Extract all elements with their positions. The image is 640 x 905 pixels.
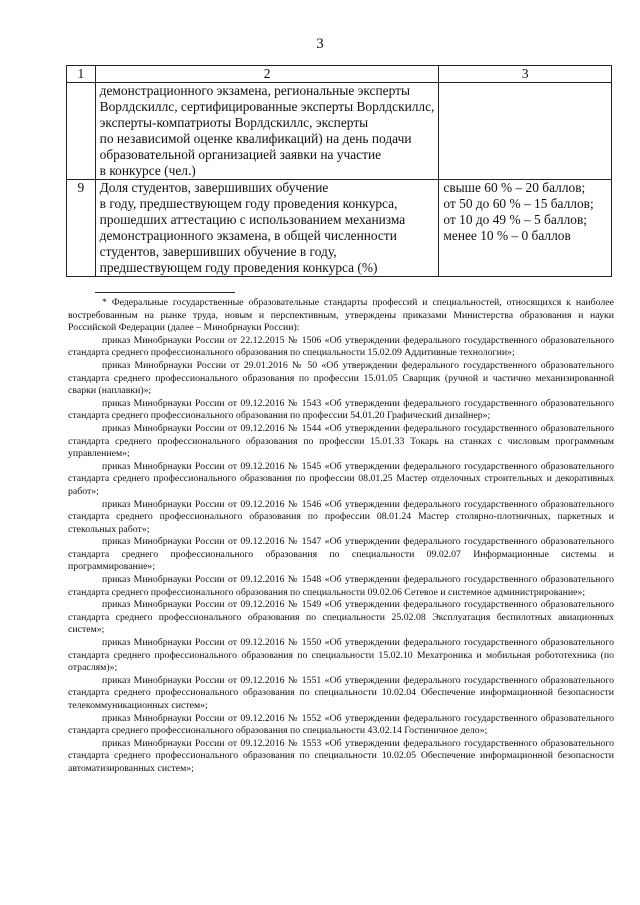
footnote-paragraph [68,536,614,574]
criterion-line: Ворлдскиллс, сертифицированные эксперты Ворлдскиллс, [99,99,435,114]
criteria-table [66,65,612,277]
footnote-paragraph [68,423,614,461]
footnote-text: приказ Минобрнауки России от 09.12.2016 № 1552 «Об утверждении федерального государственного образовательного стандарта среднего профессионального образования по специальности 43.02.14 Гостиничное дело»; [68,712,614,737]
score-cell [439,83,612,180]
criterion-line: образовательной организацией заявки на участие [99,147,382,162]
footnote-text: приказ Минобрнауки России от 22.12.2015 № 1506 «Об утверждении федерального государственного образовательного стандарта среднего профессионального образования по специальности 15.02.09 Аддитивные технологии»; [68,334,614,359]
table-row-9 [67,180,612,277]
header-col-2: 2 [95,66,439,83]
footnote-text: приказ Минобрнауки России от 09.12.2016 № 1548 «Об утверждении федерального государственного образовательного стандарта среднего профессионального образования по специальности 09.02.06 Сетевое и системное администрирование»; [68,574,614,598]
page-number: 3 [316,36,324,52]
row-number-cell: 9 [67,180,96,277]
footnote-text: * Федеральные государственные образовательные стандарты профессий и специальностей, относящихся к наиболее востребованным на рынке труда, новым и перспективным, утверждены приказами Министерства образования и науки Российской Федерации (далее – Минобрнауки России): [68,297,614,334]
footnote-paragraph [68,637,614,675]
criterion-line: демонстрационного экзамена, в общей численности [99,228,397,243]
footnote-text: приказ Минобрнауки России от 09.12.2016 № 1545 «Об утверждении федерального государственного образовательного стандарта среднего профессионального образования по профессии 08.01.25 Мастер отделочных строительных и декоративных работ»; [68,460,614,497]
footnote-paragraph [68,574,614,599]
criterion-line: демонстрационного экзамена, региональные эксперты [99,83,410,98]
criterion-line: эксперты-компатриоты Ворлдскиллс, эксперты [99,115,369,130]
header-col-3: 3 [439,66,612,83]
footnote-paragraph [68,461,614,499]
score-line: менее 10 % – 0 баллов [443,228,571,243]
score-cell [439,180,612,277]
footnote-separator [95,292,235,293]
table-row-continuation [67,83,612,180]
criterion-line: в году, предшествующем году проведения конкурса, [99,196,398,211]
footnote-paragraph [68,675,614,713]
footnote-text: приказ Минобрнауки России от 09.12.2016 № 1544 «Об утверждении федерального государственного образовательного стандарта среднего профессионального образования по профессии 15.01.33 Токарь на станках с числовым программным управлением»; [68,422,614,460]
footnote-text: приказ Минобрнауки России от 09.12.2016 № 1549 «Об утверждении федерального государственного образовательного стандарта среднего профессионального образования по специальности 25.02.08 Эксплуатация беспилотных авиационных систем»; [68,599,614,636]
criterion-line: Доля студентов, завершивших обучение [99,180,329,195]
footnote-text: приказ Минобрнауки России от 09.12.2016 № 1547 «Об утверждении федерального государственного образовательного стандарта среднего профессионального образования по специальности 09.02.07 Информационные системы и программирование»; [68,536,614,573]
footnote-paragraph [68,398,614,423]
row-number-cell [67,83,96,180]
criterion-cell [95,83,439,180]
score-line: от 50 до 60 % – 15 баллов; [443,196,594,211]
criterion-line: прошедших аттестацию с использованием механизма [99,212,406,227]
criterion-cell [95,180,439,277]
score-line: от 10 до 49 % – 5 баллов; [443,212,588,227]
footnote-text: приказ Минобрнауки России от 09.12.2016 № 1553 «Об утверждении федерального государственного образовательного стандарта среднего профессионального образования по специальности 10.02.05 Обеспечение информационной безопасности автоматизированных систем»; [68,737,614,774]
footnote-paragraph [68,713,614,738]
footnote-text: приказ Минобрнауки России от 09.12.2016 № 1546 «Об утверждении федерального государственного образовательного стандарта среднего профессионального образования по профессии 08.01.24 Мастер столярно-плотничных, паркетных и стекольных работ»; [68,498,614,535]
footnotes [68,297,614,776]
criterion-line: студентов, завершивших обучение в году, [99,244,337,259]
criterion-line: в конкурсе (чел.) [99,163,196,178]
footnote-text: приказ Минобрнауки России от 09.12.2016 № 1543 «Об утверждении федерального государственного образовательного стандарта среднего профессионального образования по профессии 54.01.20 Графический дизайнер»; [68,397,614,422]
score-line: свыше 60 % – 20 баллов; [443,180,586,195]
footnote-text: приказ Минобрнауки России от 09.12.2016 № 1550 «Об утверждении федерального государственного образовательного стандарта среднего профессионального образования по специальности 15.02.10 Мехатроника и мобильная робототехника (по отраслям)»; [68,637,614,674]
footnote-paragraph [68,360,614,398]
footnote-text: приказ Минобрнауки России от 29.01.2016 № 50 «Об утверждении федерального государственного образовательного стандарта среднего профессионального образования по профессии 15.01.05 Сварщик (ручной и частично механизированной сварки (наплавки)»; [68,359,614,397]
criterion-line: по независимой оценке квалификаций) на день подачи [99,131,412,146]
footnote-paragraph [68,738,614,776]
criterion-line: предшествующем году проведения конкурса (%) [99,260,378,275]
footnote-text: приказ Минобрнауки России от 09.12.2016 № 1551 «Об утверждении федерального государственного образовательного стандарта среднего профессионального образования по специальности 10.02.04 Обеспечение информационной безопасности телекоммуникационных систем»; [68,674,614,711]
footnote-paragraph [68,335,614,360]
footnote-paragraph [68,599,614,637]
table-header-row [67,66,612,83]
footnote-paragraph [68,297,614,335]
header-col-1: 1 [67,66,96,83]
footnote-paragraph [68,499,614,537]
